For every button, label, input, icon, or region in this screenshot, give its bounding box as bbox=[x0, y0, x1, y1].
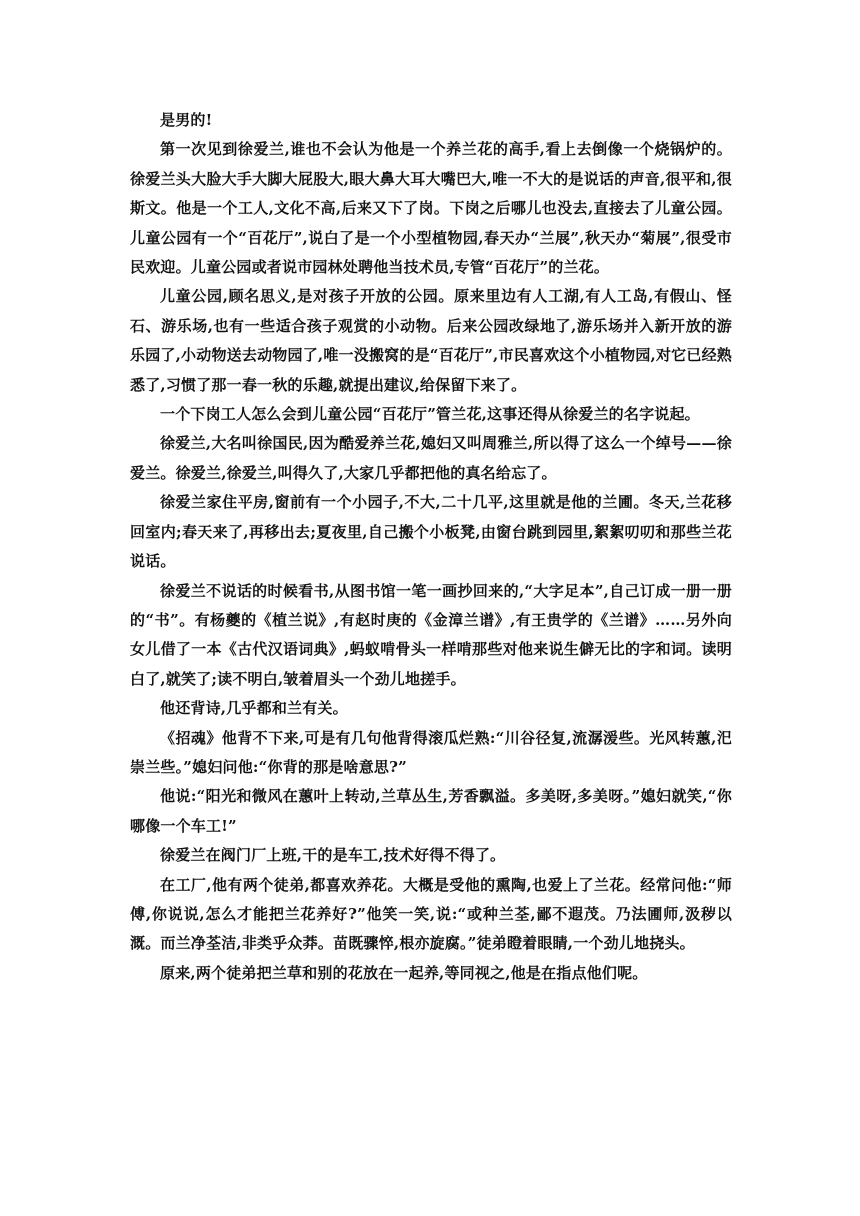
paragraph: 是男的! bbox=[160, 111, 213, 129]
paragraph: 徐爱兰,大名叫徐国民,因为酷爱养兰花,媳妇又叫周雅兰,所以得了这么一个绰号——徐爱兰。徐爱兰,徐爱兰,叫得久了,大家几乎都把他的真名给忘了。 bbox=[130, 434, 732, 482]
article-body bbox=[130, 106, 732, 988]
paragraph: 第一次见到徐爱兰,谁也不会认为他是一个养兰花的高手,看上去倒像一个烧锅炉的。徐爱兰头大脸大手大脚大屁股大,眼大鼻大耳大嘴巴大,唯一不大的是说话的声音,很平和,很斯文。他是一个工人,文化不高,后来又下了岗。下岗之后哪儿也没去,直接去了儿童公园。儿童公园有一个“百花厅”,说白了是一个小型植物园,春天办“兰展”,秋天办“菊展”,很受市民欢迎。儿童公园或者说市园林处聘他当技术员,专管“百花厅”的兰花。 bbox=[130, 140, 732, 277]
paragraph: 在工厂,他有两个徒弟,都喜欢养花。大概是受他的熏陶,也爱上了兰花。经常问他:“师傅,你说说,怎么才能把兰花养好?”他笑一笑,说:“或种兰荃,鄙不遐茂。乃法圃师,汲秽以溉。而兰净荃洁,非类乎众莽。苗既骤悴,根亦旋腐。”徒弟瞪着眼睛,一个劲儿地挠头。 bbox=[130, 875, 732, 953]
paragraph: 原来,两个徒弟把兰草和别的花放在一起养,等同视之,他是在指点他们呢。 bbox=[160, 963, 648, 982]
paragraph: 他说:“阳光和微风在蕙叶上转动,兰草丛生,芳香飘溢。多美呀,多美呀。”媳妇就笑,“你哪像一个车工!” bbox=[130, 787, 732, 835]
paragraph: 他还背诗,几乎都和兰有关。 bbox=[160, 699, 348, 718]
paragraph: 徐爱兰在阀门厂上班,干的是车工,技术好得不得了。 bbox=[160, 846, 506, 865]
paragraph: 《招魂》他背不下来,可是有几句他背得滚瓜烂熟:“川谷径复,流潺湲些。光风转蕙,汜崇兰些。”媳妇问他:“你背的那是啥意思?” bbox=[130, 728, 732, 776]
paragraph: 徐爱兰家住平房,窗前有一个小园子,不大,二十几平,这里就是他的兰圃。冬天,兰花移回室内;春天来了,再移出去;夏夜里,自己搬个小板凳,由窗台跳到园里,絮絮叨叨和那些兰花说话。 bbox=[130, 493, 732, 571]
paragraph: 儿童公园,顾名思义,是对孩子开放的公园。原来里边有人工湖,有人工岛,有假山、怪石、游乐场,也有一些适合孩子观赏的小动物。后来公园改绿地了,游乐场并入新开放的游乐园了,小动物送去动物园了,唯一没搬窝的是“百花厅”,市民喜欢这个小植物园,对它已经熟悉了,习惯了那一春一秋的乐趣,就提出建议,给保留下来了。 bbox=[130, 287, 732, 394]
paragraph: 一个下岗工人怎么会到儿童公园“百花厅”管兰花,这事还得从徐爱兰的名字说起。 bbox=[160, 405, 700, 424]
paragraph: 徐爱兰不说话的时候看书,从图书馆一笔一画抄回来的,“大字足本”,自己订成一册一册的“书”。有杨夔的《植兰说》,有赵时庚的《金漳兰谱》,有王贵学的《兰谱》……另外向女儿借了一本《古代汉语词典》,蚂蚁啃骨头一样啃那些对他来说生僻无比的字和词。读明白了,就笑了;读不明白,皱着眉头一个劲儿地搓手。 bbox=[130, 581, 732, 688]
